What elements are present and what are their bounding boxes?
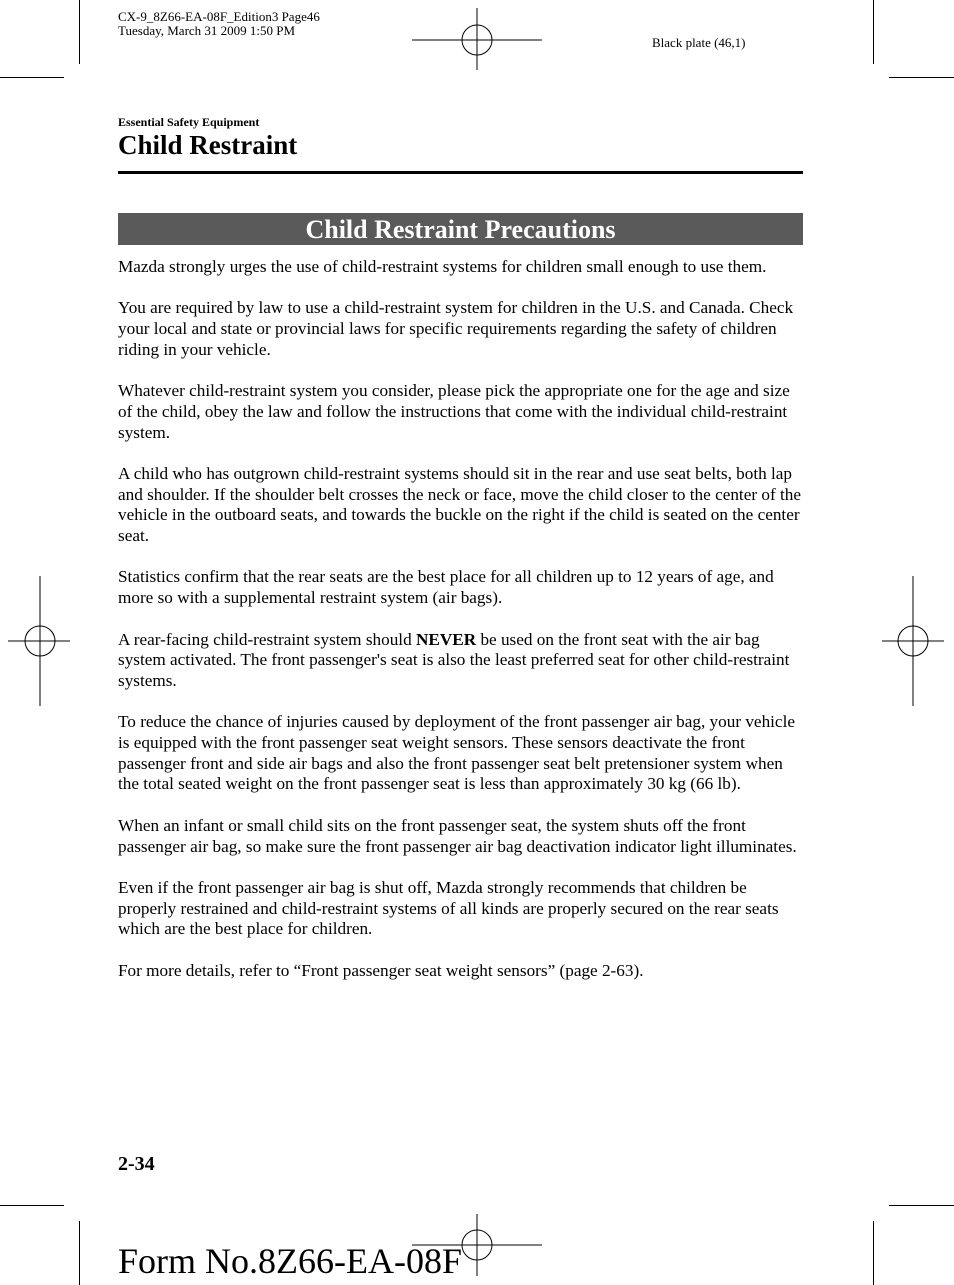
paragraph: When an infant or small child sits on the front passenger seat, the system shuts off the front passenger air bag, so make sure the front passenger air bag deactivation indicator light illuminates. — [118, 815, 797, 856]
registration-mark-top — [412, 8, 542, 70]
paragraph: Whatever child-restraint system you consider, please pick the appropriate one for the age and size of the child, obey the law and follow the instructions that come with the individual child-restraint system. — [118, 381, 790, 442]
emphasis-never: NEVER — [415, 629, 477, 649]
paragraph: Mazda strongly urges the use of child-restraint systems for children small enough to use them. — [118, 257, 767, 276]
print-header — [118, 10, 320, 38]
section-label: Essential Safety Equipment — [118, 115, 260, 129]
paragraph-text: be used on the front seat with the air bag system activated. The front passenger's seat is also the least preferred seat for other child-restraint systems. — [118, 629, 790, 690]
section-banner: Child Restraint Precautions — [118, 213, 803, 245]
paragraph-text: A rear-facing child-restraint system should — [118, 629, 416, 649]
plate-label: Black plate (46,1) — [652, 35, 746, 50]
registration-mark-right — [882, 576, 944, 706]
page-number: 2-34 — [118, 1153, 155, 1175]
print-date-line: Tuesday, March 31 2009 1:50 PM — [118, 23, 296, 38]
chapter-title: Child Restraint — [118, 130, 298, 160]
paragraph: You are required by law to use a child-restraint system for children in the U.S. and Canada. Check your local and state or provincial laws for specific requirements regarding the safety of children riding in your vehicle. — [118, 298, 794, 359]
title-rule — [118, 171, 803, 174]
form-number: Form No.8Z66-EA-08F — [118, 1241, 462, 1281]
registration-mark-left — [8, 576, 70, 706]
paragraph: Statistics confirm that the rear seats are the best place for all children up to 12 years of age, and more so with a supplemental restraint system (air bags). — [118, 567, 774, 608]
paragraph: Even if the front passenger air bag is shut off, Mazda strongly recommends that children be properly restrained and child-restraint systems of all kinds are properly secured on the rear seats which are the best place for children. — [118, 877, 779, 939]
paragraph: A child who has outgrown child-restraint systems should sit in the rear and use seat belts, both lap and shoulder. If the shoulder belt crosses the neck or face, move the child closer to the center of the vehicle in the outboard seats, and towards the buckle on the right if the child is seated on the center seat. — [118, 463, 801, 546]
paragraph: To reduce the chance of injuries caused by deployment of the front passenger air bag, your vehicle is equipped with the front passenger seat weight sensors. These sensors deactivate the front passenger front and side air bags and also the front passenger seat belt pretensioner system when the total seated weight on the front passenger seat is less than approximately 30 kg (66 lb). — [118, 712, 795, 794]
body-text — [118, 257, 808, 1002]
paragraph: For more details, refer to “Front passenger seat weight sensors” (page 2-63). — [118, 960, 644, 980]
print-file-line: CX-9_8Z66-EA-08F_Edition3 Page46 — [118, 9, 320, 24]
paragraph — [118, 630, 808, 692]
